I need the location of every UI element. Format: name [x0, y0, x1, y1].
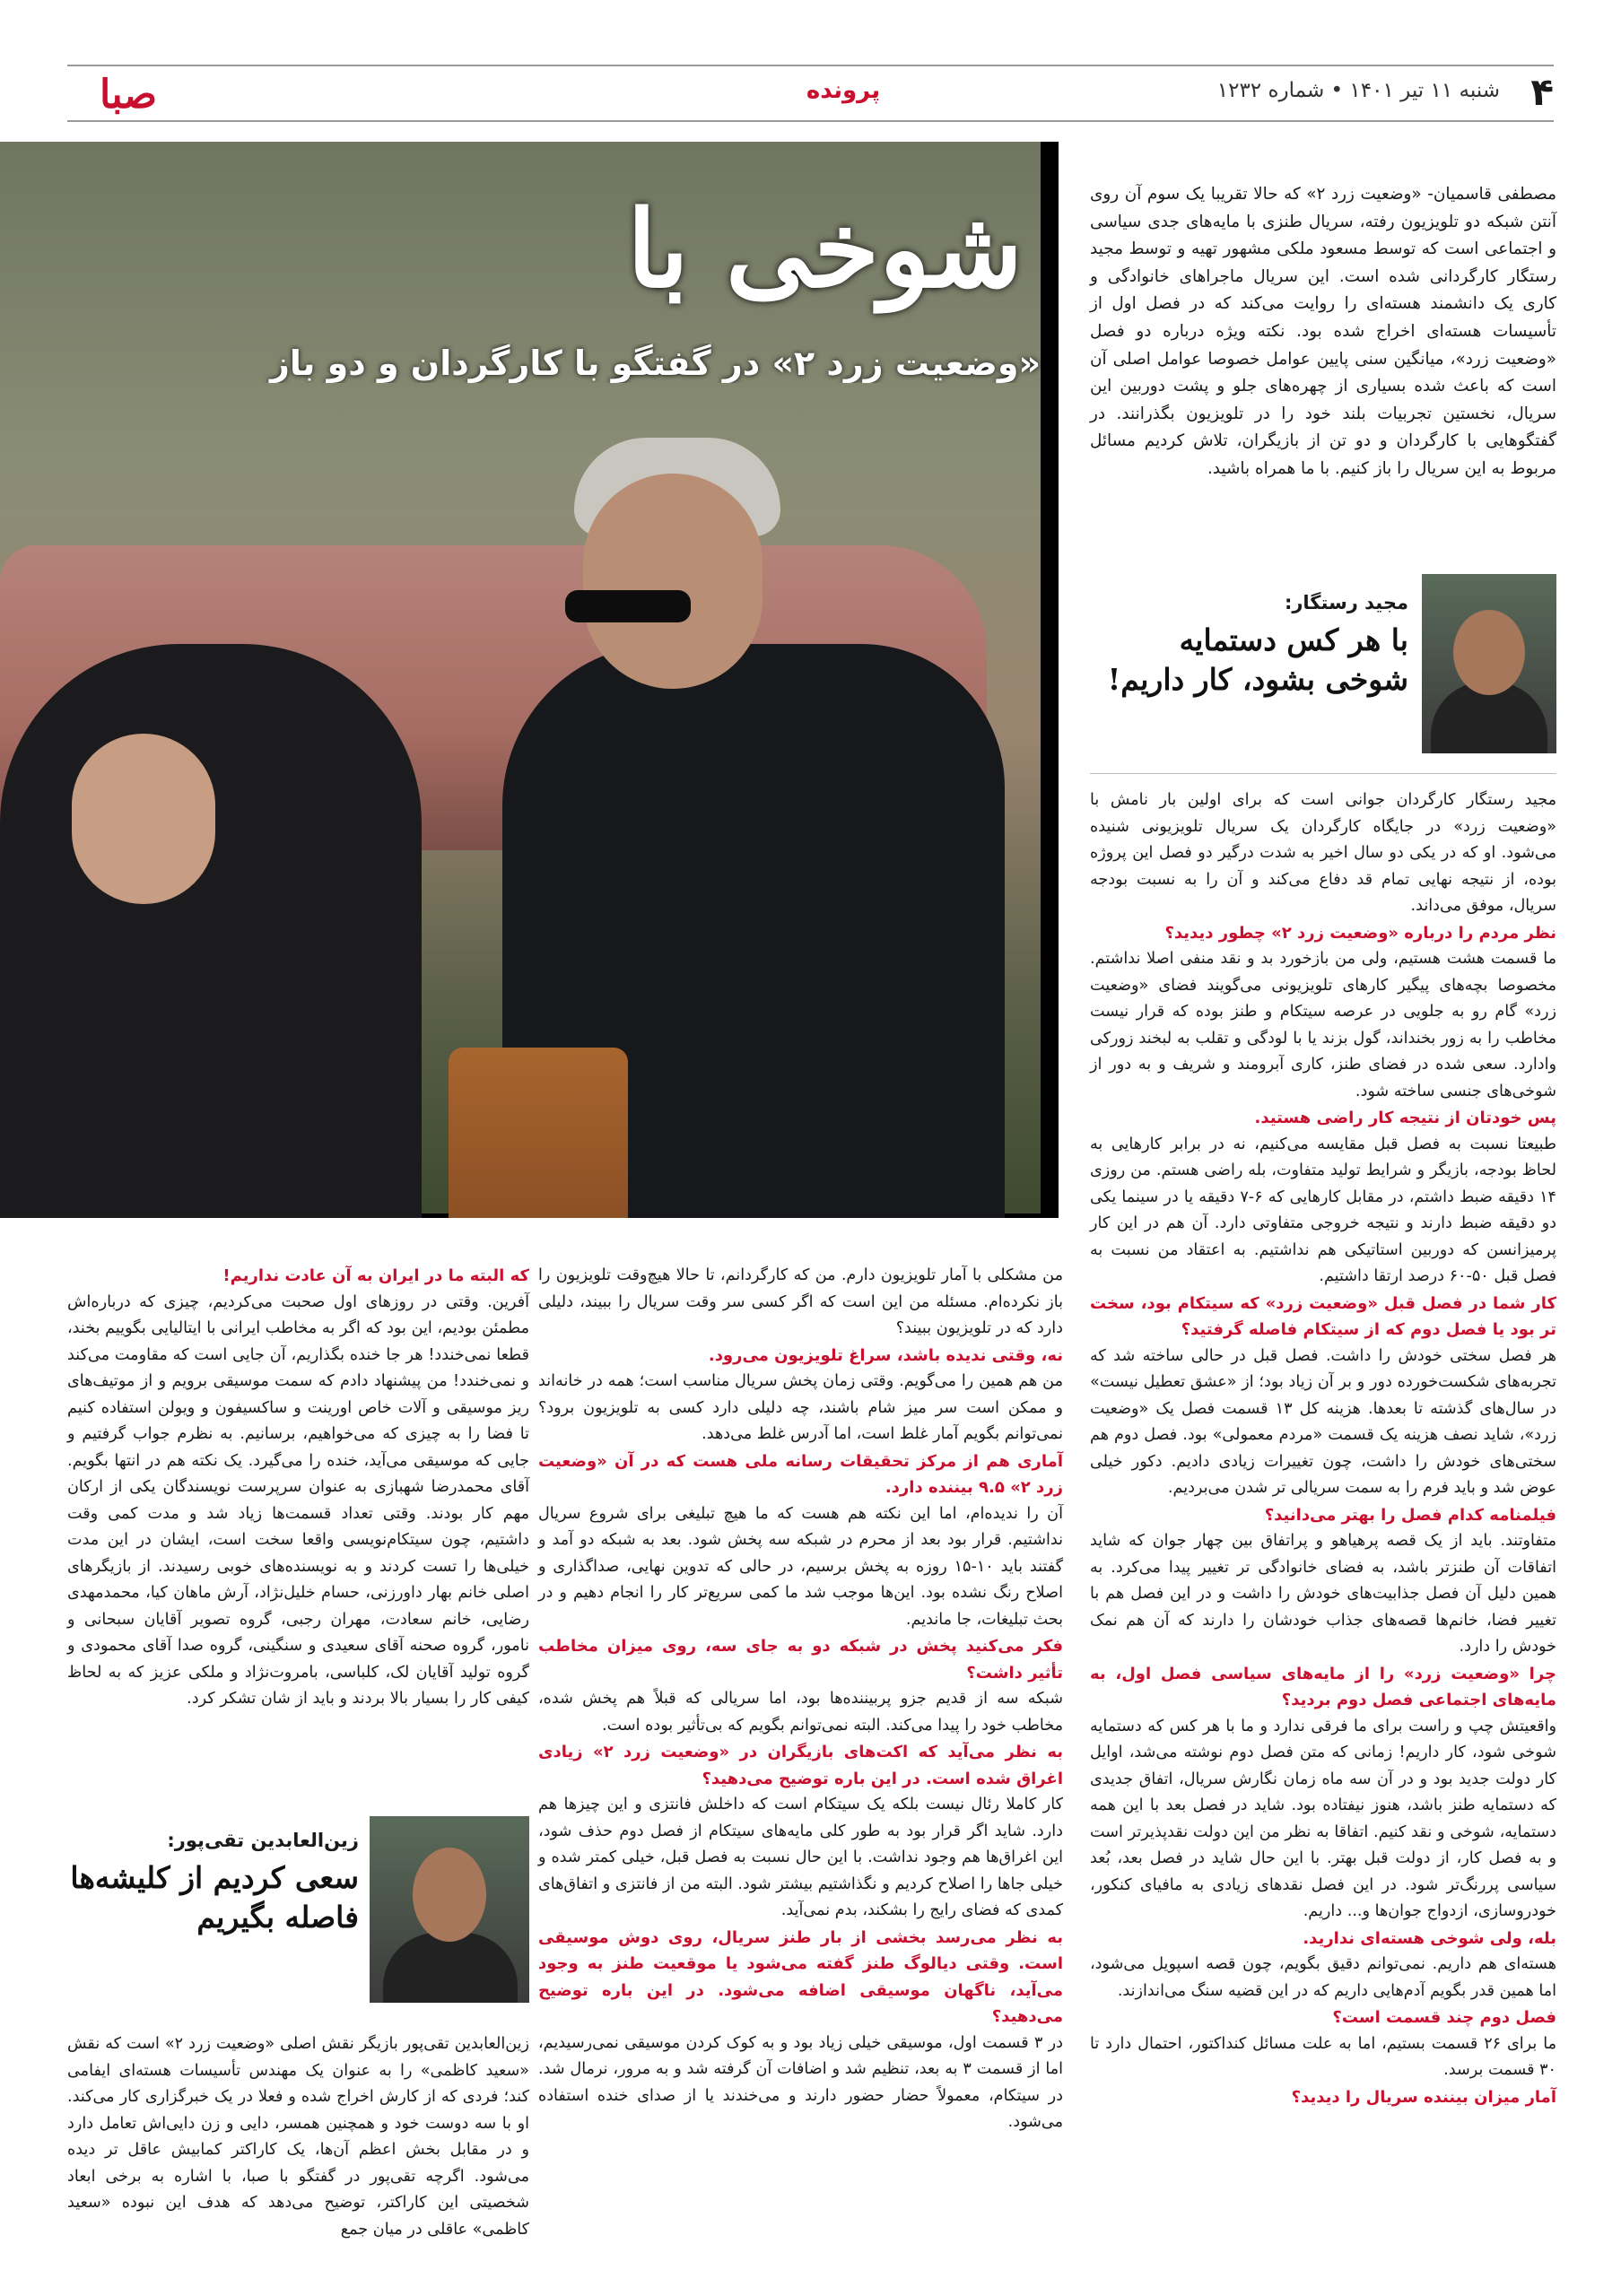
interview-question: بله، ولی شوخی هسته‌ای ندارید.: [1303, 1928, 1556, 1948]
portrait-face: [413, 1848, 486, 1942]
feature-subtitle: «وضعیت زرد ۲» در گفتگو با کارگردان و دو باز: [269, 344, 1041, 383]
interview-answer: آفرین. وقتی در روزهای اول صحبت می‌کردیم، چیزی که درباره‌اش مطمئن بودیم، این بود که اگر به مخاطب ایرانی با ایتالیایی بگوییم بخند، قطعا نمی‌خندد! هر جا خنده بگذاریم، آن جایی است که مقاومت می‌کند و نمی‌خندد! من پیشنهاد دادم که سمت موسیقی برویم و از موتیف‌های ریز موسیقی و آلات خاص اورینت و ساکسیفون و ویولن استفاده کنیم تا فضا را به چیزی که می‌خواهیم، برسانیم. به نظرم جواب گرفتیم و جایی که موسیقی می‌آید، خنده را می‌گیرد. یک نکته هم در انتها بگویم. آقای محمدرضا شهبازی به عنوان سرپرست نویسندگان یکی از ارکان مهم کار بودند. وقتی تعداد قسمت‌ها زیاد شد و مدت کمی وقت داشتیم، چون سیتکام‌نویسی واقعا سخت است، ایشان در این مدت خیلی‌ها را تست کردند و به نویسنده‌های خوبی رسیدند. از بازیگرهای اصلی خانم بهار داورزنی، حسام خلیل‌نژاد، آرش ماهان کیا، محمدمهدی رضایی، خانم سعادت، مهران رجبی، گروه تصویر آقایان سبحانی و نامور، گروه صحنه آقای سعیدی و سنگینی، گروه صدا آقای محمودی و گروه تولید آقایان لک، کلباسی، بامروت‌نژاد و ملکی عزیز که به لحاظ کیفی کار را بسیار بالا بردند و باید از شان تشکر کرد.: [67, 1292, 529, 1708]
interview-question: به نظر می‌آید که اکت‌های بازیگران در «وضعیت زرد ۲» زیادی اغراق شده است. در این باره توضیح می‌دهید؟: [538, 1743, 1063, 1788]
actor-intro-paragraph: زین‌العابدین تقی‌پور بازیگر نقش اصلی «وضعیت زرد ۲» است که نقش «سعید کاظمی» را به عنوان یک مهندس تأسیسات هسته‌ای ایفامی کند؛ فردی که از کارش اخراج شده و فعلا در یک خبرگزاری کار می‌کند. او با سه دوست خود و همچنین همسر، دایی و زن دایی‌اش تعامل دارد و در مقابل بخش اعظم آن‌ها، یک کاراکتر کمابیش عاقل تر دیده می‌شود. اگرچه تقی‌پور در گفتگو با صبا، با اشاره به برخی ابعاد شخصیتی این کاراکتر، توضیح می‌دهد که هدف این نبوده «سعید کاظمی» عاقلی در میان جمع: [67, 2035, 529, 2239]
interview-answer: در ۳ قسمت اول، موسیقی خیلی زیاد بود و به کوک کردن موسیقی نمی‌رسیدیم، اما از قسمت ۳ به بعد، تنظیم شد و اضافات آن گرفته شد و به مرور، نرمال شد. در سیتکام، معمولاً حضار حضور دارند و می‌خندند یا از صدای خنده استفاده می‌شود.: [538, 2033, 1064, 2131]
director-interview-box: [1090, 592, 1408, 700]
publication-logo: صبا: [99, 72, 157, 117]
photo-man-head: [583, 474, 763, 689]
interview-answer: متفاوتند. باید از یک قصه پرهیاهو و پراتفاق بین چهار جوان که شاید اتفاقات آن طنزتر باشد، به فضای خانوادگی تر تغییر پیدا می‌کرد. به همین دلیل آن فصل جذابیت‌های خودش را داشت و در این فصل هم با تغییر فضا، خانم‌ها قصه‌های جذاب خودشان را دارند که آن هم نمک خودش را دارد.: [1090, 1532, 1556, 1656]
interview-answer: کار کاملا رئال نیست بلکه یک سیتکام است که داخلش فانتزی و این چیزها هم دارد. شاید اگر قرار بود به طور کلی مایه‌های سیتکام از فصل دوم حذف شود، این اغراق‌ها هم وجود نداشت. با این حال نسبت به فصل قبل، خیلی کمتر شده و خیلی جاها را اصلاح کردیم و نگذاشتیم بیشتر شود. البته من از فانتزی و اتفاق‌های کمدی که فضای رایج را بشکند، بدم نمی‌آید.: [538, 1796, 1063, 1919]
director-name: مجید رستگار:: [1284, 592, 1408, 613]
actor-quote: سعی کردیم از کلیشه‌ها فاصله بگیریم: [70, 1860, 359, 1935]
photo-sunglasses: [565, 590, 691, 622]
portrait-face: [1453, 610, 1525, 695]
interview-question: پس خودتان از نتیجه کار راضی هستید.: [1254, 1109, 1556, 1127]
photo-leather-bag: [449, 1048, 628, 1218]
interview-question: آماری هم از مرکز تحقیقات رسانه ملی هست که در آن «وضعیت زرد ۲» ۹.۵ بیننده دارد.: [538, 1451, 1063, 1497]
left-column-body: [67, 1263, 529, 1713]
interview-question: که البته ما در ایران به آن عادت نداریم!: [222, 1266, 529, 1285]
feature-title: شوخی با: [626, 187, 1023, 311]
interview-question: فیلمنامه کدام فصل را بهتر می‌دانید؟: [1264, 1505, 1556, 1525]
feature-photo: [0, 142, 1059, 1218]
director-quote: با هر کس دستمایه شوخی بشود، کار داریم!: [1107, 622, 1408, 697]
photo-woman-figure: [0, 644, 422, 1218]
interview-answer: ما برای ۲۶ قسمت بستیم، اما به علت مسائل کنداکتور، احتمال دارد تا ۳۰ قسمت برسد.: [1090, 2034, 1556, 2079]
interview-question: نظر مردم را درباره «وضعیت زرد ۲» چطور دیدید؟: [1164, 923, 1556, 943]
director-portrait: [1422, 574, 1556, 753]
intro-paragraph: مصطفی قاسمیان- «وضعیت زرد ۲» که حالا تقریبا یک سوم آن روی آنتن شبکه دو تلویزیون رفته، سریال طنزی با مایه‌های جدی سیاسی و اجتماعی است که توسط مسعود ملکی مشهور تهیه و توسط مجید رستگار کارگردانی شده است. این سریال ماجراهای خانوادگی و کاری یک دانشمند هسته‌ای را روایت می‌کند که در فصل اول از تأسیسات هسته‌ای اخراج شده بود. نکته ویژه درباره دو فصل «وضعیت زرد»، میانگین سنی پایین عوامل خصوصا عوامل اصلی آن است که باعث شده بسیاری از چهره‌های جلو و پشت دوربین این سریال، نخستین تجربیات بلند خود را در تلویزیون بگذرانند. در گفتگوهایی با کارگردان و دو تن از بازیگران، تلاش کردیم مسائل مربوط به این سریال را باز کنیم. با ما همراه باشید.: [1090, 185, 1556, 478]
page-number: ۴: [1530, 70, 1554, 114]
box-divider: [1090, 773, 1556, 774]
interview-question: فکر می‌کنید پخش در شبکه دو به جای سه، روی میزان مخاطب تأثیر داشت؟: [538, 1637, 1063, 1683]
header-bottom-rule: [67, 120, 1554, 122]
header-top-rule: [67, 65, 1554, 66]
actor-portrait: [370, 1816, 529, 2003]
interview-question: چرا «وضعیت زرد» را از مایه‌های سیاسی فصل اول، به مایه‌های اجتماعی فصل دوم بردید؟: [1090, 1664, 1556, 1709]
interview-answer: من هم همین را می‌گویم. وقتی زمان پخش سریال مناسب است؛ همه در خانه‌اند و ممکن است سر میز شام باشند، چه دلیلی دارد کسی به تلویزیون برود؟ نمی‌توانم بگویم آمار غلط است، اما آدرس غلط می‌دهد.: [538, 1372, 1063, 1443]
interview-answer: آن را ندیده‌ام، اما این نکته هم هست که ما هیچ تبلیغی برای شروع سریال نداشتیم. قرار بود بعد از محرم در شبکه سه پخش شود. بعد به شبکه دو آمد و گفتند باید ۱۰-۱۵ روزه به پخش برسیم، در حالی که تدوین نهایی، صداگذاری و اصلاح رنگ نشده بود. این‌ها موجب شد ما کمی سریع‌تر کار را انجام دهیم و در بحث تبلیغات، جا ماندیم.: [538, 1504, 1064, 1629]
photo-woman-face: [72, 734, 215, 904]
interview-answer: واقعیتش چپ و راست برای ما فرقی ندارد و ما با هر کس که دستمایه شوخی شود، کار داریم! زمانی که متن فصل دوم نوشته می‌شد، اوایل کار دولت جدید بود و در آن سه ماه زمان نگارش سریال، اتفاق جدیدی که دستمایه طنز باشد، هنوز نیفتاده بود. شاید در فصل بعد با این همه دستمایه، شوخی و نقد کنیم. اتفاقا به نظر من این دولت نقدپذیرتر است و به فصل کار، از دولت قبل بهتر. با این حال شاید در فصل بعد، بُعد سیاسی پررنگ‌تر شود. در این فصل نقدهای زیادی به مافیای کنکور، خودروسازی، ازدواج جوان‌ها و... داریم.: [1090, 1717, 1556, 1920]
interview-answer: شبکه سه از قدیم جزو پربیننده‌ها بود، اما سریالی که قبلاً هم پخش شده، مخاطب خود را پیدا می‌کند. البته نمی‌توانم بگویم که بی‌تأثیر بوده است.: [538, 1690, 1063, 1735]
interview-question: آمار میزان بیننده سریال را دیدید؟: [1291, 2087, 1556, 2107]
interview-question: کار شما در فصل قبل «وضعیت زرد» که سیتکام بود، سخت تر بود یا فصل دوم که از سیتکام فاصله گرفتید؟: [1090, 1293, 1556, 1339]
actor-interview-box: [67, 1830, 359, 1937]
interview-answer: طبیعتا نسبت به فصل قبل مقایسه می‌کنیم، نه در برابر کارهایی به لحاظ بودجه، بازیگر و شرایط تولید متفاوت، بله راضی هستم. من روزی ۱۴ دقیقه ضبط داشتم، در مقابل کارهایی که ۶-۷ دقیقه یا در سینما یکی دو دقیقه ضبط دارند و نتیجه خروجی متفاوتی دارد. آن هم در این کار پرمیزانسن که دوربین استاتیکی هم نداشتیم. به اعتقاد من نسبت به فصل قبل ۵۰-۶۰ درصد ارتقا داشتیم.: [1090, 1135, 1557, 1285]
interview-question: نه، وقتی ندیده باشد، سراغ تلویزیون می‌رود.: [708, 1345, 1063, 1365]
portrait-body: [383, 1933, 518, 2003]
interview-answer: هسته‌ای هم داریم. نمی‌توانم دقیق بگویم، چون قصه اسپویل می‌شود، اما همین قدر بگویم آدم‌هایی داریم که در این قضیه سنگ می‌اندازند.: [1090, 1955, 1556, 2000]
interview-question: فصل دوم چند قسمت است؟: [1332, 2008, 1556, 2027]
interview-answer: هر فصل سختی خودش را داشت. فصل قبل در حالی ساخته شد که تجربه‌های شکست‌خورده دور و بر آن زیاد بود؛ از «عشق تعطیل نیست» در سال‌های گذشته تا بعدها. هزینه کل ۱۳ قسمت فصل یک «وضعیت زرد»، شاید نصف هزینه یک قسمت «مردم معمولی» بود. فصل دوم هم سختی‌های خودش را داشت، چون تغییرات زیادی دادیم. دکور خیلی عوض شد و باید فرم را به سمت سریالی تر شدن می‌بردیم.: [1090, 1346, 1556, 1497]
middle-column-body: [538, 1263, 1063, 2136]
interview-answer: ما قسمت هشت هستیم، ولی من بازخورد بد و نقد منفی اصلا نداشتم. مخصوصا بچه‌های پیگیر کارهای تلویزیونی می‌گویند فضای «وضعیت زرد» گام رو به جلویی در عرصه سیتکام و طنز بوده که قرار نیست مخاطب را به زور بخنداند، گول بزند یا با لودگی و تقلب به لبخند زورکی وادارد. سعی شده در فضای طنز، کاری آبرومند و شریف و به دور از شوخی‌های جنسی ساخته شود.: [1090, 950, 1556, 1100]
interview-answer: مجید رستگار کارگردان جوانی است که برای اولین بار نامش با «وضعیت زرد» در جایگاه کارگردان یک سریال تلویزیونی شنیده می‌شود. او که در یکی دو سال اخیر به شدت درگیر دو فصل این پروژه بوده، از نتیجه نهایی تمام قد دفاع می‌کند و آن را به نسبت بودجه سریال، موفق می‌داند.: [1090, 791, 1556, 915]
interview-question: به نظر می‌رسد بخشی از بار طنز سریال، روی دوش موسیقی است. وقتی دیالوگ طنز گفته می‌شود یا موقعیت طنز به وجود می‌آید، ناگهان موسیقی اضافه می‌شود. در این باره توضیح می‌دهید؟: [538, 1927, 1063, 2026]
right-column-body: [1090, 787, 1556, 2110]
actor-name: زین‌العابدین تقی‌پور:: [167, 1830, 359, 1851]
interview-answer: من مشکلی با آمار تلویزیون دارم. من که کارگردانم، تا حالا هیچ‌وقت تلویزیون را باز نکرده‌ام. مسئله من این است که اگر کسی سر وقت سریال را ببیند، دلیلی دارد که در تلویزیون ببیند؟: [538, 1266, 1063, 1337]
section-label: پرونده: [806, 77, 881, 104]
issue-dateline: شنبه ۱۱ تیر ۱۴۰۱ • شماره ۱۲۳۲: [1216, 79, 1500, 102]
